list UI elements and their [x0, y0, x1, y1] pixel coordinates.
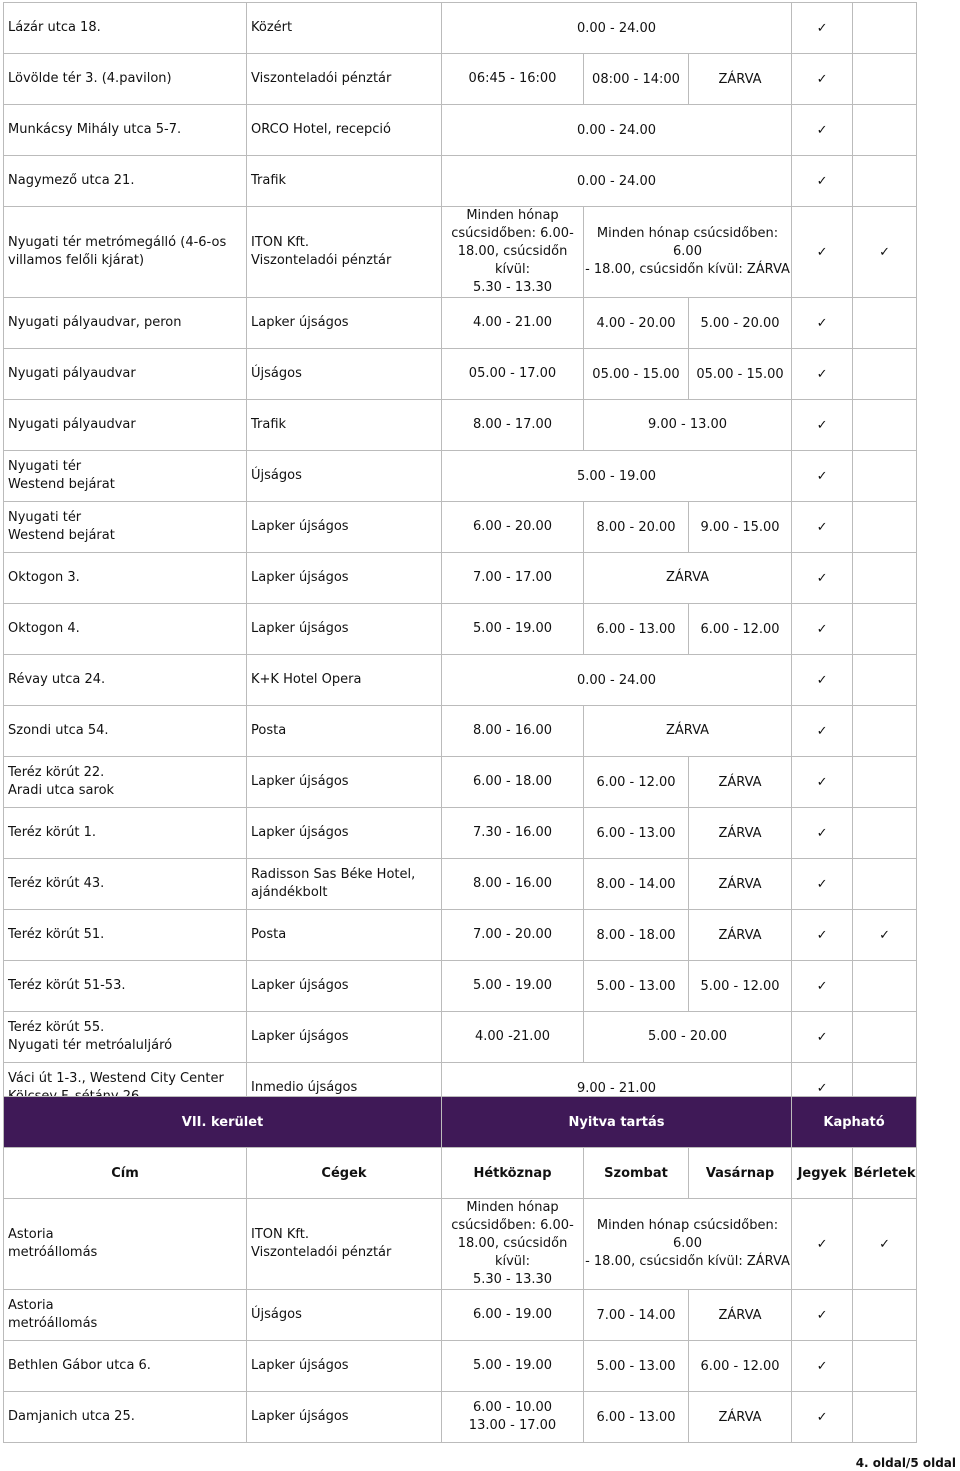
- ticket-check-cell: ✓: [792, 54, 853, 105]
- address-cell: Teréz körút 55. Nyugati tér metróaluljáró: [4, 1012, 247, 1063]
- company-cell: Lapker újságos: [247, 298, 442, 349]
- ticket-check-cell: ✓: [792, 1199, 853, 1290]
- header-company: Cégek: [247, 1148, 442, 1199]
- outlets-table-top: [3, 2, 917, 1114]
- table-row: [4, 757, 917, 808]
- table-row: [4, 1341, 917, 1392]
- column-header-row: [4, 1148, 917, 1199]
- company-cell: Lapker újságos: [247, 757, 442, 808]
- address-cell: Nyugati tér metrómegálló (4-6-os villamos felőli kjárat): [4, 207, 247, 298]
- weekday-hours-cell: Minden hónap csúcsidőben: 6.00- 18.00, csúcsidőn kívül: 5.30 - 13.30: [442, 1199, 584, 1290]
- ticket-check-cell: ✓: [792, 910, 853, 961]
- pass-check-cell: [853, 105, 917, 156]
- table-row: [4, 156, 917, 207]
- address-cell: Teréz körút 22. Aradi utca sarok: [4, 757, 247, 808]
- weekday-hours-cell: 6.00 - 10.00 13.00 - 17.00: [442, 1392, 584, 1443]
- ticket-check-cell: ✓: [792, 349, 853, 400]
- saturday-hours-cell: 6.00 - 13.00: [584, 808, 689, 859]
- table-row: [4, 1012, 917, 1063]
- hours-cell: 9.00 - 21.00: [442, 1063, 792, 1114]
- table-row: [4, 349, 917, 400]
- sunday-hours-cell: 5.00 - 20.00: [689, 298, 792, 349]
- sunday-hours-cell: 9.00 - 15.00: [689, 502, 792, 553]
- weekday-hours-cell: 05.00 - 17.00: [442, 349, 584, 400]
- pass-check-cell: [853, 859, 917, 910]
- address-cell: Szondi utca 54.: [4, 706, 247, 757]
- sunday-hours-cell: 5.00 - 12.00: [689, 961, 792, 1012]
- company-cell: Lapker újságos: [247, 961, 442, 1012]
- weekday-hours-cell: 6.00 - 19.00: [442, 1290, 584, 1341]
- table-row: [4, 910, 917, 961]
- address-cell: Nyugati pályaudvar, peron: [4, 298, 247, 349]
- weekday-hours-cell: 4.00 -21.00: [442, 1012, 584, 1063]
- company-cell: Újságos: [247, 451, 442, 502]
- ticket-check-cell: ✓: [792, 1063, 853, 1114]
- hours-cell: 0.00 - 24.00: [442, 3, 792, 54]
- weekend-hours-cell: Minden hónap csúcsidőben: 6.00 - 18.00, csúcsidőn kívül: ZÁRVA: [584, 207, 792, 298]
- saturday-hours-cell: 6.00 - 13.00: [584, 604, 689, 655]
- weekday-hours-cell: 7.00 - 17.00: [442, 553, 584, 604]
- sunday-hours-cell: ZÁRVA: [689, 910, 792, 961]
- ticket-check-cell: ✓: [792, 553, 853, 604]
- pass-check-cell: [853, 553, 917, 604]
- company-cell: Trafik: [247, 400, 442, 451]
- table-row: [4, 655, 917, 706]
- pass-check-cell: [853, 808, 917, 859]
- pass-check-cell: [853, 655, 917, 706]
- saturday-hours-cell: 8.00 - 20.00: [584, 502, 689, 553]
- saturday-hours-cell: 5.00 - 13.00: [584, 961, 689, 1012]
- table-row: [4, 859, 917, 910]
- saturday-hours-cell: 8.00 - 18.00: [584, 910, 689, 961]
- ticket-check-cell: ✓: [792, 604, 853, 655]
- address-cell: Nyugati tér Westend bejárat: [4, 502, 247, 553]
- company-cell: Inmedio újságos: [247, 1063, 442, 1114]
- pass-check-cell: [853, 1392, 917, 1443]
- address-cell: Révay utca 24.: [4, 655, 247, 706]
- weekday-hours-cell: 6.00 - 18.00: [442, 757, 584, 808]
- table-row: [4, 400, 917, 451]
- company-cell: Közért: [247, 3, 442, 54]
- weekday-hours-cell: 8.00 - 17.00: [442, 400, 584, 451]
- address-cell: Nyugati pályaudvar: [4, 349, 247, 400]
- pass-check-cell: [853, 961, 917, 1012]
- ticket-check-cell: ✓: [792, 961, 853, 1012]
- address-cell: Astoria metróállomás: [4, 1199, 247, 1290]
- company-cell: Trafik: [247, 156, 442, 207]
- pass-check-cell: [853, 156, 917, 207]
- weekday-hours-cell: 6.00 - 20.00: [442, 502, 584, 553]
- pass-check-cell: [853, 1012, 917, 1063]
- weekend-hours-cell: Minden hónap csúcsidőben: 6.00 - 18.00, csúcsidőn kívül: ZÁRVA: [584, 1199, 792, 1290]
- table-row: [4, 604, 917, 655]
- sunday-hours-cell: ZÁRVA: [689, 859, 792, 910]
- sunday-hours-cell: ZÁRVA: [689, 54, 792, 105]
- ticket-check-cell: ✓: [792, 451, 853, 502]
- saturday-hours-cell: 4.00 - 20.00: [584, 298, 689, 349]
- ticket-check-cell: ✓: [792, 655, 853, 706]
- company-cell: Posta: [247, 706, 442, 757]
- available-label: Kapható: [792, 1097, 917, 1148]
- weekday-hours-cell: 4.00 - 21.00: [442, 298, 584, 349]
- address-cell: Astoria metróállomás: [4, 1290, 247, 1341]
- ticket-check-cell: ✓: [792, 859, 853, 910]
- district-band: [4, 1097, 917, 1148]
- weekday-hours-cell: 8.00 - 16.00: [442, 706, 584, 757]
- company-cell: Lapker újságos: [247, 1392, 442, 1443]
- table-row: [4, 961, 917, 1012]
- table-row: [4, 105, 917, 156]
- ticket-check-cell: ✓: [792, 1341, 853, 1392]
- pass-check-cell: ✓: [853, 910, 917, 961]
- table-row: [4, 706, 917, 757]
- weekday-hours-cell: 5.00 - 19.00: [442, 961, 584, 1012]
- pass-check-cell: [853, 298, 917, 349]
- ticket-check-cell: ✓: [792, 1290, 853, 1341]
- outlets-table-district-vii: [3, 1096, 917, 1443]
- company-cell: Radisson Sas Béke Hotel, ajándékbolt: [247, 859, 442, 910]
- address-cell: Bethlen Gábor utca 6.: [4, 1341, 247, 1392]
- ticket-check-cell: ✓: [792, 207, 853, 298]
- weekend-hours-cell: 5.00 - 20.00: [584, 1012, 792, 1063]
- header-saturday: Szombat: [584, 1148, 689, 1199]
- company-cell: K+K Hotel Opera: [247, 655, 442, 706]
- weekday-hours-cell: 5.00 - 19.00: [442, 604, 584, 655]
- company-cell: Lapker újságos: [247, 1012, 442, 1063]
- company-cell: Lapker újságos: [247, 502, 442, 553]
- hours-cell: 0.00 - 24.00: [442, 156, 792, 207]
- pass-check-cell: [853, 1341, 917, 1392]
- pass-check-cell: [853, 604, 917, 655]
- saturday-hours-cell: 05.00 - 15.00: [584, 349, 689, 400]
- table-row: [4, 54, 917, 105]
- weekday-hours-cell: 7.30 - 16.00: [442, 808, 584, 859]
- company-cell: Lapker újságos: [247, 1341, 442, 1392]
- ticket-check-cell: ✓: [792, 706, 853, 757]
- address-cell: Váci út 1-3., Westend City Center: [4, 1063, 247, 1114]
- weekend-hours-cell: ZÁRVA: [584, 553, 792, 604]
- ticket-check-cell: ✓: [792, 808, 853, 859]
- company-cell: Viszonteladói pénztár: [247, 54, 442, 105]
- saturday-hours-cell: 7.00 - 14.00: [584, 1290, 689, 1341]
- address-cell: Oktogon 3.: [4, 553, 247, 604]
- company-cell: Újságos: [247, 349, 442, 400]
- address-cell: Teréz körút 51.: [4, 910, 247, 961]
- hours-label: Nyitva tartás: [442, 1097, 792, 1148]
- address-cell: Teréz körút 51-53.: [4, 961, 247, 1012]
- table-row: [4, 553, 917, 604]
- ticket-check-cell: ✓: [792, 156, 853, 207]
- table-row: [4, 1199, 917, 1290]
- address-cell: Nyugati tér Westend bejárat: [4, 451, 247, 502]
- address-cell: Teréz körút 1.: [4, 808, 247, 859]
- saturday-hours-cell: 08:00 - 14:00: [584, 54, 689, 105]
- ticket-check-cell: ✓: [792, 400, 853, 451]
- address-cell: Lövölde tér 3. (4.pavilon): [4, 54, 247, 105]
- weekday-hours-cell: 06:45 - 16:00: [442, 54, 584, 105]
- pass-check-cell: [853, 1290, 917, 1341]
- ticket-check-cell: ✓: [792, 1012, 853, 1063]
- ticket-check-cell: ✓: [792, 1392, 853, 1443]
- header-weekday: Hétköznap: [442, 1148, 584, 1199]
- sunday-hours-cell: ZÁRVA: [689, 757, 792, 808]
- ticket-check-cell: ✓: [792, 298, 853, 349]
- header-jegyek: Jegyek: [792, 1148, 853, 1199]
- address-cell: Munkácsy Mihály utca 5-7.: [4, 105, 247, 156]
- table-row: [4, 808, 917, 859]
- company-cell: ITON Kft. Viszonteladói pénztár: [247, 1199, 442, 1290]
- sunday-hours-cell: ZÁRVA: [689, 808, 792, 859]
- address-cell: Damjanich utca 25.: [4, 1392, 247, 1443]
- pass-check-cell: ✓: [853, 1199, 917, 1290]
- weekday-hours-cell: 8.00 - 16.00: [442, 859, 584, 910]
- saturday-hours-cell: 5.00 - 13.00: [584, 1341, 689, 1392]
- weekend-hours-cell: ZÁRVA: [584, 706, 792, 757]
- pass-check-cell: [853, 400, 917, 451]
- company-cell: Lapker újságos: [247, 808, 442, 859]
- company-cell: Lapker újságos: [247, 553, 442, 604]
- hours-cell: 5.00 - 19.00: [442, 451, 792, 502]
- weekend-hours-cell: 9.00 - 13.00: [584, 400, 792, 451]
- header-berletek: Bérletek: [853, 1148, 917, 1199]
- address-cell: Lázár utca 18.: [4, 3, 247, 54]
- address-cell: Teréz körút 43.: [4, 859, 247, 910]
- company-cell: ITON Kft. Viszonteladói pénztár: [247, 207, 442, 298]
- address-cell: Oktogon 4.: [4, 604, 247, 655]
- address-cell: Nagymező utca 21.: [4, 156, 247, 207]
- sunday-hours-cell: 6.00 - 12.00: [689, 604, 792, 655]
- table-row: [4, 1392, 917, 1443]
- saturday-hours-cell: 6.00 - 12.00: [584, 757, 689, 808]
- pass-check-cell: ✓: [853, 207, 917, 298]
- table-row: [4, 298, 917, 349]
- table-row: [4, 3, 917, 54]
- header-address: Cím: [4, 1148, 247, 1199]
- weekday-hours-cell: Minden hónap csúcsidőben: 6.00- 18.00, csúcsidőn kívül: 5.30 - 13.30: [442, 207, 584, 298]
- sunday-hours-cell: ZÁRVA: [689, 1290, 792, 1341]
- table-row: [4, 1290, 917, 1341]
- saturday-hours-cell: 8.00 - 14.00: [584, 859, 689, 910]
- ticket-check-cell: ✓: [792, 105, 853, 156]
- ticket-check-cell: ✓: [792, 502, 853, 553]
- company-cell: ORCO Hotel, recepció: [247, 105, 442, 156]
- pass-check-cell: [853, 54, 917, 105]
- pass-check-cell: [853, 757, 917, 808]
- district-label: VII. kerület: [4, 1097, 442, 1148]
- header-sunday: Vasárnap: [689, 1148, 792, 1199]
- sunday-hours-cell: ZÁRVA: [689, 1392, 792, 1443]
- company-cell: Lapker újságos: [247, 604, 442, 655]
- table-row: [4, 207, 917, 298]
- hours-cell: 0.00 - 24.00: [442, 105, 792, 156]
- weekday-hours-cell: 7.00 - 20.00: [442, 910, 584, 961]
- saturday-hours-cell: 6.00 - 13.00: [584, 1392, 689, 1443]
- pass-check-cell: [853, 706, 917, 757]
- pass-check-cell: [853, 502, 917, 553]
- pass-check-cell: [853, 349, 917, 400]
- address-cell: Nyugati pályaudvar: [4, 400, 247, 451]
- company-cell: Újságos: [247, 1290, 442, 1341]
- weekday-hours-cell: 5.00 - 19.00: [442, 1341, 584, 1392]
- page-number: 4. oldal/5 oldal: [855, 1456, 956, 1470]
- table-row: [4, 502, 917, 553]
- pass-check-cell: [853, 3, 917, 54]
- sunday-hours-cell: 6.00 - 12.00: [689, 1341, 792, 1392]
- sunday-hours-cell: 05.00 - 15.00: [689, 349, 792, 400]
- company-cell: Posta: [247, 910, 442, 961]
- ticket-check-cell: ✓: [792, 757, 853, 808]
- pass-check-cell: [853, 451, 917, 502]
- table-row: [4, 451, 917, 502]
- hours-cell: 0.00 - 24.00: [442, 655, 792, 706]
- ticket-check-cell: ✓: [792, 3, 853, 54]
